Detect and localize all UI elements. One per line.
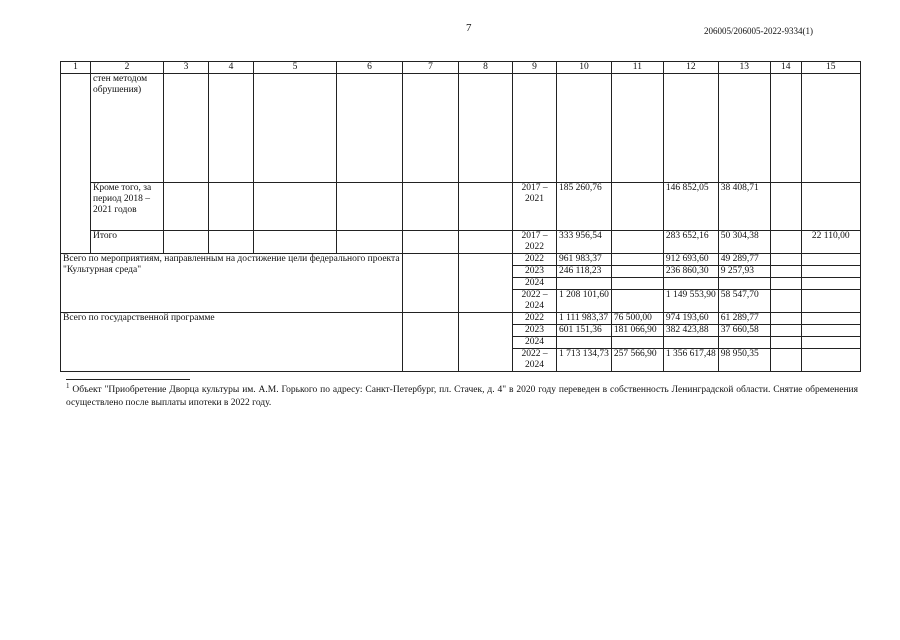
program-total-label: Всего по государственной программе — [61, 313, 403, 372]
value-cell: 333 956,54 — [557, 231, 612, 254]
value-cell: 601 151,36 — [557, 325, 612, 337]
value-cell: 37 660,58 — [718, 325, 770, 337]
col-header: 9 — [513, 62, 557, 74]
table-row — [61, 313, 861, 325]
year-cell: 2022 – 2024 — [513, 290, 557, 313]
value-cell: 185 260,76 — [557, 183, 612, 231]
value-cell: 961 983,37 — [557, 254, 612, 266]
year-cell: 2022 — [513, 313, 557, 325]
value-cell: 181 066,90 — [611, 325, 663, 337]
cell-col1-merged — [61, 74, 91, 254]
value-cell: 76 500,00 — [611, 313, 663, 325]
value-cell: 22 110,00 — [801, 231, 860, 254]
value-cell: 382 423,88 — [663, 325, 718, 337]
footnote-mark: 1 — [66, 382, 70, 390]
value-cell: 257 566,90 — [611, 349, 663, 372]
col-header: 7 — [403, 62, 459, 74]
page-number: 7 — [466, 22, 472, 34]
value-cell: 61 289,77 — [718, 313, 770, 325]
value-cell: 1 356 617,48 — [663, 349, 718, 372]
value-cell: 38 408,71 — [718, 183, 770, 231]
col-header: 13 — [718, 62, 770, 74]
col-header: 15 — [801, 62, 860, 74]
value-cell: 9 257,93 — [718, 266, 770, 278]
year-cell: 2022 – 2024 — [513, 349, 557, 372]
document-code: 206005/206005-2022-9334(1) — [704, 26, 813, 36]
activity-name: Итого — [91, 231, 164, 254]
value-cell: 50 304,38 — [718, 231, 770, 254]
value-cell: 58 547,70 — [718, 290, 770, 313]
col-header: 14 — [770, 62, 801, 74]
federal-total-label: Всего по мероприятиям, направленным на достижение цели федерального проекта "Культурная среда" — [61, 254, 403, 313]
col-header: 3 — [164, 62, 209, 74]
header-row — [61, 62, 861, 74]
col-header: 6 — [337, 62, 403, 74]
value-cell: 1 111 983,37 — [557, 313, 612, 325]
col-header: 1 — [61, 62, 91, 74]
year-cell: 2023 — [513, 266, 557, 278]
year-cell: 2022 — [513, 254, 557, 266]
col-header: 4 — [209, 62, 254, 74]
period-cell: 2017 – 2021 — [513, 183, 557, 231]
value-cell: 98 950,35 — [718, 349, 770, 372]
value-cell: 974 193,60 — [663, 313, 718, 325]
col-header: 12 — [663, 62, 718, 74]
value-cell: 236 860,30 — [663, 266, 718, 278]
period-cell: 2017 – 2022 — [513, 231, 557, 254]
table-row — [61, 231, 861, 254]
value-cell: 146 852,05 — [663, 183, 718, 231]
year-cell: 2023 — [513, 325, 557, 337]
col-header: 2 — [91, 62, 164, 74]
table-row — [61, 183, 861, 231]
value-cell: 246 118,23 — [557, 266, 612, 278]
value-cell: 283 652,16 — [663, 231, 718, 254]
value-cell: 1 208 101,60 — [557, 290, 612, 313]
value-cell: 1 713 134,73 — [557, 349, 612, 372]
activity-name: Кроме того, за период 2018 – 2021 годов — [91, 183, 164, 231]
value-cell: 912 693,60 — [663, 254, 718, 266]
col-header: 5 — [254, 62, 337, 74]
value-cell: 1 149 553,90 — [663, 290, 718, 313]
table-row — [61, 254, 861, 266]
value-cell: 49 289,77 — [718, 254, 770, 266]
activity-name: стен методом обрушения) — [91, 74, 164, 183]
budget-table — [60, 61, 861, 372]
year-cell: 2024 — [513, 278, 557, 290]
col-header: 8 — [459, 62, 513, 74]
table-row — [61, 74, 861, 183]
col-header: 10 — [557, 62, 612, 74]
year-cell: 2024 — [513, 337, 557, 349]
footnote-text: Объект "Приобретение Дворца культуры им. А.М. Горького по адресу: Санкт-Петербург, пл. Стачек, д. 4" в 2020 году переведен в собственность Ленинградской области. Снятие обременения осуществлено после выплаты ипотеки в 2022 году. — [66, 385, 858, 409]
footnote — [66, 380, 858, 410]
col-header: 11 — [611, 62, 663, 74]
